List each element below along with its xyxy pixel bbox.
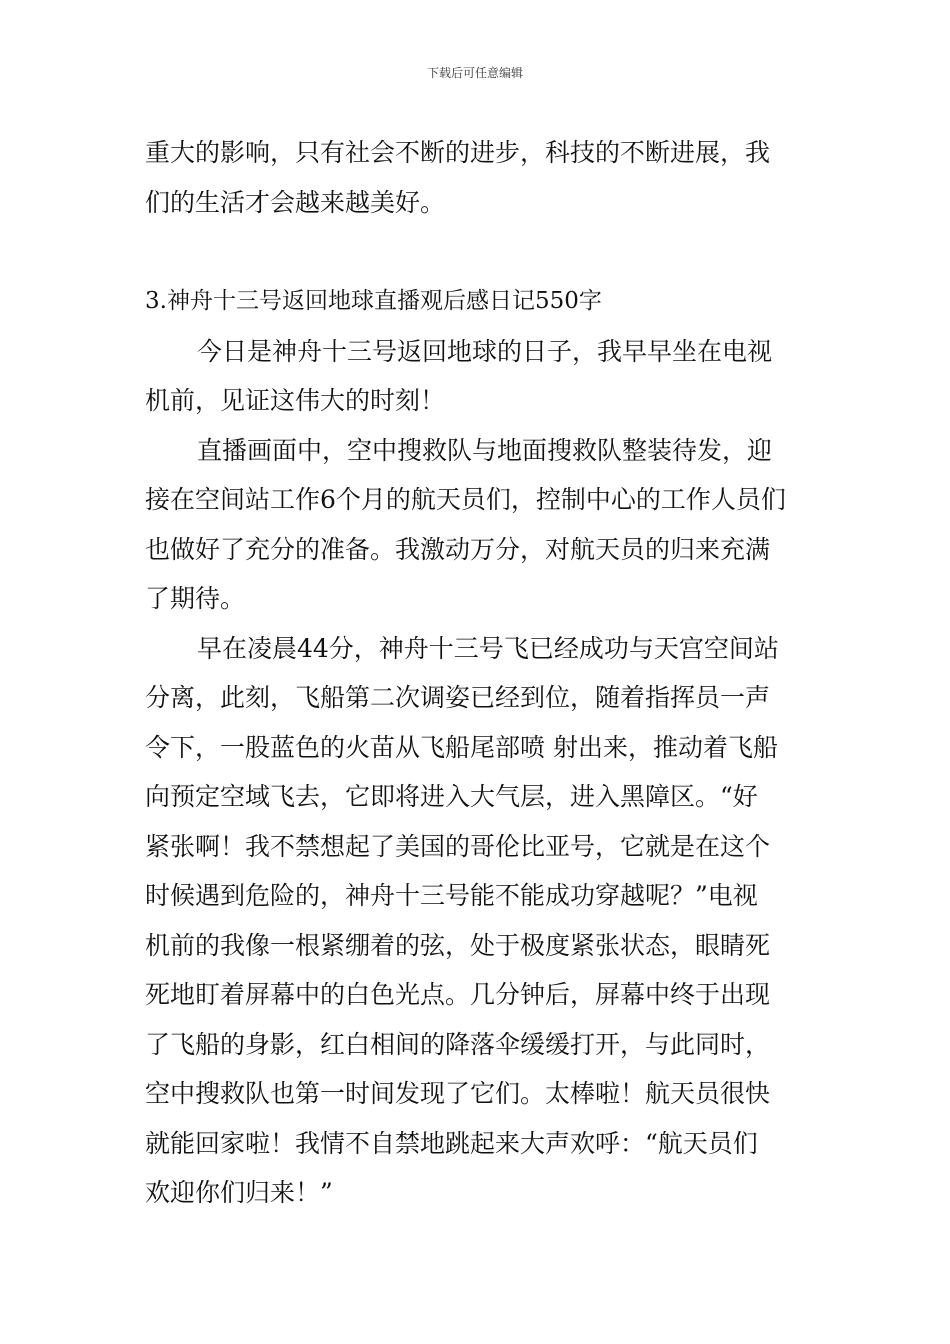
text-line: 了飞船的身影，红白相间的降落伞缓缓打开，与此同时， [145,1029,771,1059]
text-line: 了期待。 [145,584,246,613]
text-line: 也做好了充分的准备。我激动万分，对航天员的归来充满 [145,534,771,564]
section-heading: 3.神舟十三号返回地球直播观后感日记550字 [145,288,602,314]
text-line: 分离，此刻，飞船第二次调姿已经到位，随着指挥员一声 [145,683,771,712]
text-line: 时候遇到危险的，神舟十三号能不能成功穿越呢？”电视 [145,881,758,910]
paragraph [145,426,810,624]
paragraph [145,128,810,227]
document-body [145,128,810,1218]
text-line: 死地盯着屏幕中的白色光点。几分钟后，屏幕中终于出现 [145,980,771,1009]
text-line: 令下，一股蓝色的火苗从飞船尾部喷 射出来，推动着飞船 [145,732,778,762]
text-line: 直播画面中，空中搜救队与地面搜救队整装待发，迎 [197,435,773,465]
text-line: 就能回家啦！我情不自禁地跳起来大声欢呼：“航天员们 [145,1128,758,1158]
text-line: 接在空间站工作6个月的航天员们，控制中心的工作人员们 [145,485,786,514]
text-line: 机前，见证这伟大的时刻！ [145,386,446,415]
text-line: 早在凌晨44分，神舟十三号飞已经成功与天宫空间站 [197,633,779,663]
paragraph [145,327,810,426]
text-line: 空中搜救队也第一时间发现了它们。太棒啦！航天员很快 [145,1079,771,1108]
text-line: 欢迎你们归来！” [145,1178,333,1207]
paragraph [145,624,810,1218]
text-line: 重大的影响，只有社会不断的进步，科技的不断进展，我 [145,138,771,167]
text-line: 今日是神舟十三号返回地球的日子，我早早坐在电视 [197,336,773,366]
text-line: 向预定空域飞去，它即将进入大气层，进入黑障区。“好 [145,782,758,811]
text-line: 们的生活才会越来越美好。 [145,187,446,217]
text-line: 机前的我像一根紧绷着的弦，处于极度紧张状态，眼睛死 [145,930,771,960]
text-line: 紧张啊！我不禁想起了美国的哥伦比亚号，它就是在这个 [145,831,771,861]
page-header: 下载后可任意编辑 [426,66,523,80]
